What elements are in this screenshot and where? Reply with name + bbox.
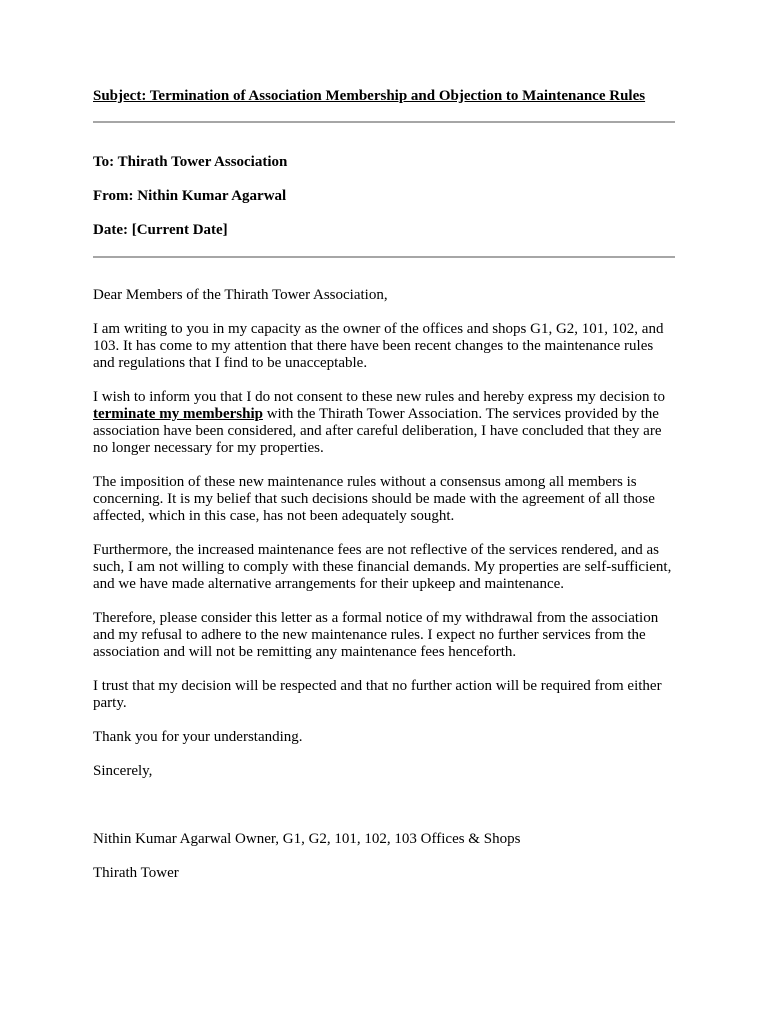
paragraph-fees: Furthermore, the increased maintenance fees are not reflective of the services rendered, and as such, I am not willing to comply with these financial demands. My properties are self-sufficient, and we have made alternative arrangements for their upkeep and maintenance.	[93, 542, 672, 592]
recipient-line: To: Thirath Tower Association	[93, 154, 288, 170]
paragraph-termination-lead: I wish to inform you that I do not consent to these new rules and hereby express my decision to	[93, 389, 665, 405]
terminate-membership-emphasis: terminate my membership	[93, 406, 263, 422]
salutation: Dear Members of the Thirath Tower Association,	[93, 287, 388, 303]
signature-space	[93, 797, 675, 831]
letter-body	[93, 287, 675, 899]
top-divider	[93, 121, 675, 123]
paragraph-thanks: Thank you for your understanding.	[93, 729, 303, 745]
date-line: Date: [Current Date]	[93, 222, 228, 238]
signature-name: Nithin Kumar Agarwal Owner, G1, G2, 101, 102, 103 Offices & Shops	[93, 831, 521, 847]
closing: Sincerely,	[93, 763, 153, 779]
signature-building: Thirath Tower	[93, 865, 179, 881]
paragraph-termination-rest: with the Thirath Tower Association. The services provided by the association have been considered, and after careful deliberation, I have concluded that they are no longer necessary for my properties.	[93, 406, 662, 456]
subject-line: Subject: Termination of Association Membership and Objection to Maintenance Rules	[93, 88, 646, 104]
paragraph-intro: I am writing to you in my capacity as the owner of the offices and shops G1, G2, 101, 102, and 103. It has come to my attention that there have been recent changes to the maintenance rules and regulations that I find to be unacceptable.	[93, 321, 664, 371]
paragraph-withdrawal: Therefore, please consider this letter as a formal notice of my withdrawal from the association and my refusal to adhere to the new maintenance rules. I expect no further services from the association and will not be remitting any maintenance fees henceforth.	[93, 610, 659, 660]
paragraph-termination	[93, 389, 675, 457]
header-divider	[93, 256, 675, 258]
sender-line: From: Nithin Kumar Agarwal	[93, 188, 287, 204]
paragraph-trust: I trust that my decision will be respected and that no further action will be required from either party.	[93, 678, 662, 711]
paragraph-consensus: The imposition of these new maintenance rules without a consensus among all members is concerning. It is my belief that such decisions should be made with the agreement of all those affected, which in this case, has not been adequately sought.	[93, 474, 655, 524]
